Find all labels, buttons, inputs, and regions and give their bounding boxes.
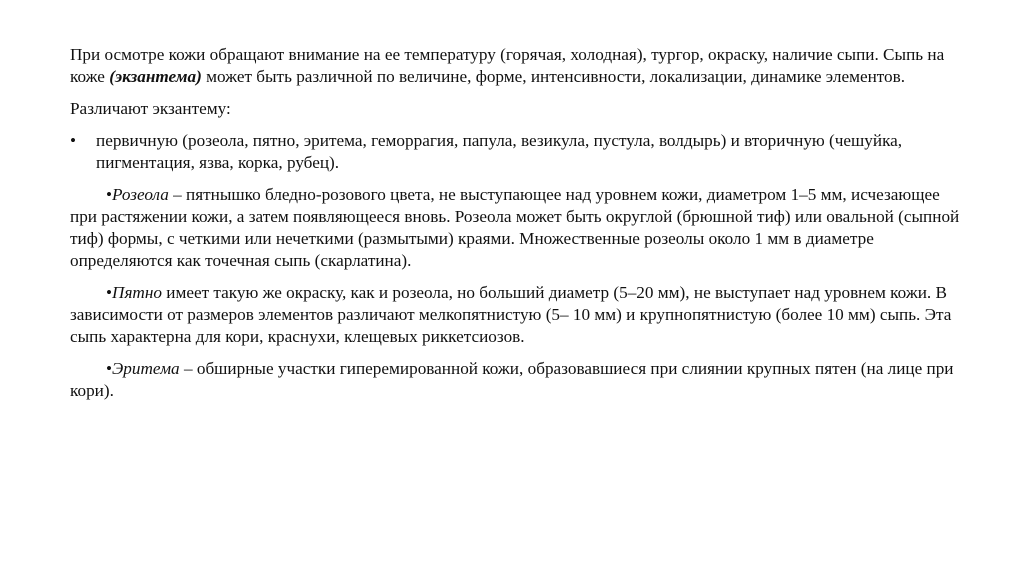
definition-spot-text: имеет такую же окраску, как и розеола, но больший диаметр (5–20 мм), не выступает над уровнем кожи. В зависимости от размеров элементов различают мелкопятнистую (5– 10 мм) и крупнопятнистую (более 10 мм) сыпь. Эта сыпь характерна для кори, краснухи, клещевых риккетсиозов. (70, 283, 952, 346)
bullet-icon: • (106, 359, 113, 378)
exanthema-term: (экзантема) (109, 67, 202, 86)
definition-spot (70, 282, 970, 348)
intro-text-after: может быть различной по величине, форме, интенсивности, локализации, динамике элементов. (201, 67, 906, 86)
term-roseola: Розеола (112, 185, 169, 204)
intro-text-before: При осмотре кожи обращают внимание на ее температуру (горячая, холодная), тургор, окраску, наличие сыпи. Сыпь на коже (70, 45, 945, 86)
bullet-icon: • (70, 131, 77, 150)
intro-paragraph (70, 44, 970, 88)
bullet-text: первичную (розеола, пятно, эритема, геморрагия, папула, везикула, пустула, волдырь) и вторичную (чешуйка, пигментация, язва, корка, рубец). (96, 131, 903, 172)
definition-erythema (70, 358, 970, 402)
distinguish-heading: Различают экзантему: (70, 99, 231, 118)
definition-roseola (70, 184, 970, 272)
term-erythema: Эритема (112, 359, 180, 378)
definition-roseola-text: – пятнышко бледно-розового цвета, не выступающее над уровнем кожи, диаметром 1–5 мм, исчезающее при растяжении кожи, а затем появляющееся вновь. Розеола может быть округлой (брюшной тиф) или овальной (сыпной тиф) формы, с четкими или нечеткими (размытыми) краями. Множественные розеолы около 1 мм в диаметре определяются как точечная сыпь (скарлатина). (70, 185, 960, 270)
bullet-icon: • (106, 185, 113, 204)
definition-erythema-text: – обширные участки гиперемированной кожи, образовавшиеся при слиянии крупных пятен (на лице при кори). (70, 359, 954, 400)
slide-body (70, 44, 970, 412)
bullet-icon: • (106, 283, 113, 302)
primary-secondary-bullet (70, 130, 970, 174)
term-spot: Пятно (112, 283, 162, 302)
